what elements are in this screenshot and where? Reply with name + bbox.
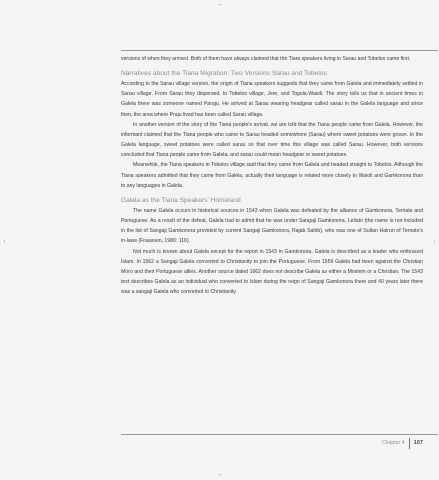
footer-divider [409,438,410,449]
paragraph: Meanwhile, the Tiana speakers in Tobelos village said that they came from Galela and headed straight to Tobelos. Although the Tiana speakers admitted that they came from Galela, actually their language is related more closely to Waioli and Gamkonora than to any languages in Galela. [121,162,423,189]
intro-paragraph: versions of when they arrived. Both of them have always claimed that the Tiara speakers living in Sarau and Tobelos came first. [121,56,411,62]
section-heading-narratives: Narratives about the Tiana Migration: Two Versions Sarau and Tobelos [121,70,327,78]
crop-mark [4,240,5,243]
bottom-rule [121,434,438,435]
section-heading-homeland: Galela as the Tiana Speakers' Homeland [121,196,241,204]
page-footer [382,438,423,448]
chapter-label: Chapter 4 [381,440,405,446]
crop-mark [219,474,222,475]
crop-mark [434,240,435,243]
body-text [121,54,423,297]
top-rule [121,50,438,51]
paragraph: Not much is known about Galela except for the report in 1543 in Gamkonora. Galela is described as a leader who embraced Islam. In 1562 a Sangaji Galela converted to Christianity to join the Portuguese. From 1559 Galela had been against the Christian Moro and their Portuguese allies. Another source dated 1662 does not describe Galela as either a Moslem or a Christian. The 1543 text describes Galela as an individual who converted to Islam during the reign of Sangaji Gamkonora there and 40 years later there was a sangaji Galela who converted to Christianity. [121,248,423,296]
paragraph: In another version of the story of the Tiana people's arrival, we are told that the Tiana people came from Galela. However, the informant claimed that the Tiana people who came to Sarau headed somewhere (Sarau) where sweet potatoes were grown. In the Galela language, sweet potatoes were called sarau so that over time this village was called Sarau. However, both versions concluded that Tiana people came from Galela, and sarau could mean headgear or sweet potatoes. [121,121,423,159]
paragraph: The name Galela occurs in historical sources in 1543 when Galela was defeated by the alliance of Gamkonora, Ternate and Portuguese. As a result of the defeat, Galela had to admit that he was under Sangaji Gamkonora, Leliato (the name is not included in the list of Sangaji Gamkonora provided by current Sangaji Gamkonora, Rajab Sahib), who was one of Sultan Hairun of Ternate's in-laws (Fraassen, 1980: 116). [121,207,423,245]
crop-mark [219,4,222,5]
paragraph: According to the Sarau village version, the origin of Tiana speakers suggests that they came from Galela and immediately settled in Sarau village. From Sarau they dispersed, to Tobelos village, Jere, and Togola-Waioli. The story tells us that in ancient times in Galela there was someone named Paraju. He arrived at Sarau wearing headgear called sarau in the Galela language and since then, the area where Praju lived has been called Sarau village. [121,81,423,118]
page-number: 107 [413,440,423,446]
